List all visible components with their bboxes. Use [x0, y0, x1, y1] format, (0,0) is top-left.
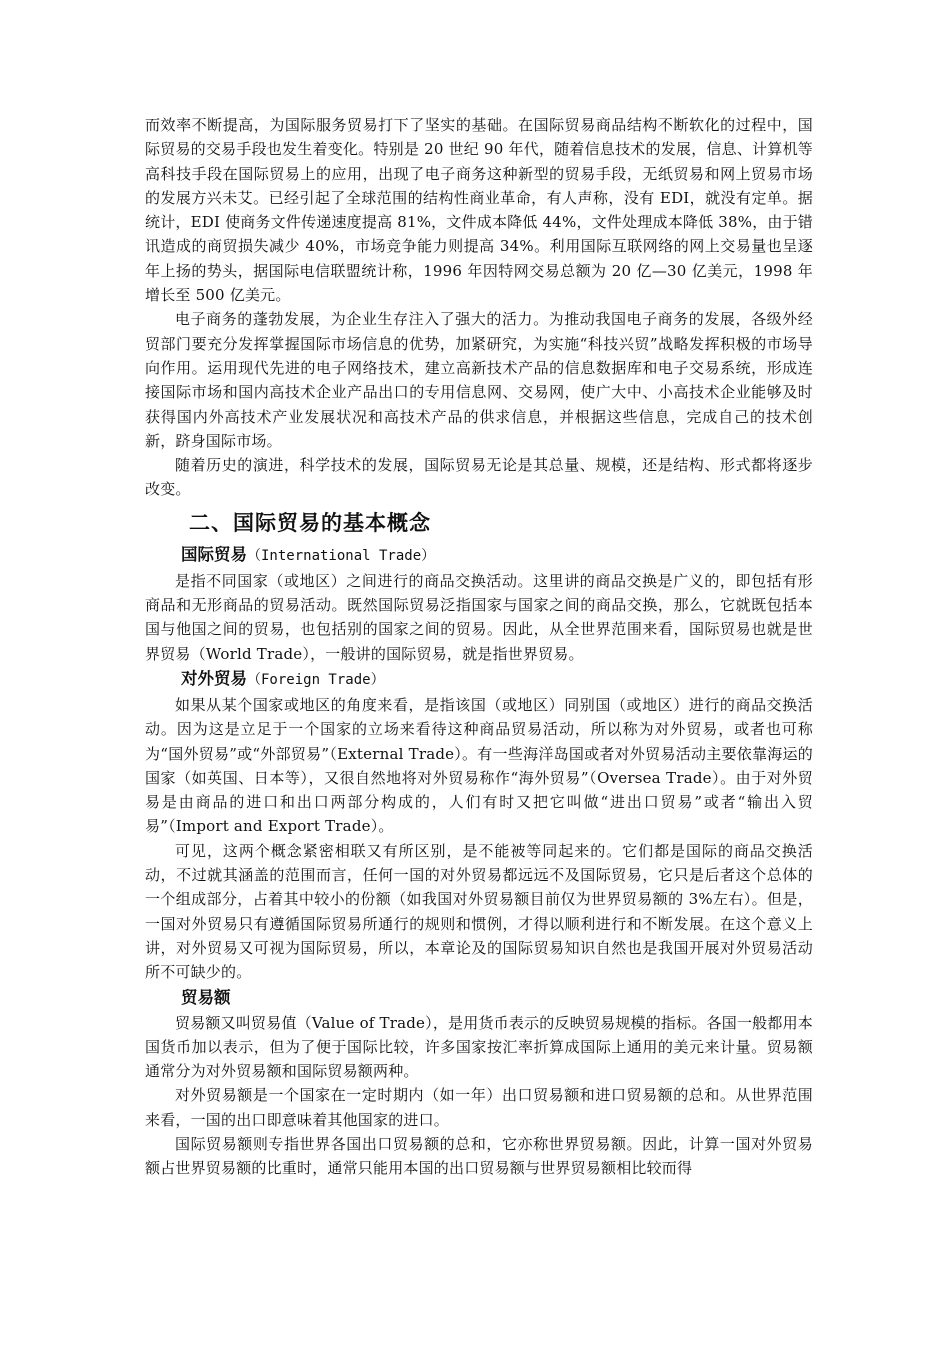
- term-heading-international-trade: [145, 542, 813, 569]
- term3-paragraph-2: 对外贸易额是一个国家在一定时期内（如一年）出口贸易额和进口贸易额的总和。从世界范围来看，一国的出口即意味着其他国家的进口。: [145, 1086, 813, 1129]
- term3-paragraph-3: 国际贸易额则专指世界各国出口贸易额的总和，它亦称世界贸易额。因此，计算一国对外贸易额占世界贸易额的比重时，通常只能用本国的出口贸易额与世界贸易额相比较而得: [145, 1134, 813, 1178]
- intro-paragraph-3: 随着历史的演进，科学技术的发展，国际贸易无论是其总量、规模，还是结构、形式都将逐步改变。: [145, 456, 813, 499]
- term-english: （Foreign Trade）: [247, 671, 385, 688]
- term3-paragraph-1: 贸易额又叫贸易值（Value of Trade），是用货币表示的反映贸易规模的指标。各国一般都用本国货币加以表示，但为了便于国际比较，许多国家按汇率折算成国际上通用的美元来计量。贸易额通常分为对外贸易额和国际贸易额两种。: [145, 1013, 813, 1081]
- term1-paragraph-1: 是指不同国家（或地区）之间进行的商品交换活动。这里讲的商品交换是广义的，即包括有形商品和无形商品的贸易活动。既然国际贸易泛指国家与国家之间的商品交换，那么，它就既包括本国与他国之间的贸易，也包括别的国家之间的贸易。因此，从全世界范围来看，国际贸易也就是世界贸易（World Trade），一般讲的国际贸易，就是指世界贸易。: [145, 571, 813, 663]
- intro-paragraph-2: 电子商务的蓬勃发展，为企业生存注入了强大的活力。为推动我国电子商务的发展，各级外经贸部门要充分发挥掌握国际市场信息的优势，加紧研究，为实施“科技兴贸”战略发挥积极的市场导向作用。运用现代先进的电子网络技术，建立高新技术产品的信息数据库和电子交易系统，形成连接国际市场和国内高技术企业产品出口的专用信息网、交易网，使广大中、小高技术企业能够及时获得国内外高技术产业发展状况和高技术产品的供求信息，并根据这些信息，完成自己的技术创新，跻身国际市场。: [145, 310, 813, 450]
- term-title: 对外贸易: [181, 668, 247, 688]
- term2-paragraph-1: 如果从某个国家或地区的角度来看，是指该国（或地区）同别国（或地区）进行的商品交换活动。因为这是立足于一个国家的立场来看待这种商品贸易活动，所以称为对外贸易，或者也可称为“国外贸易”或“外部贸易”（External Trade）。有一些海洋岛国或者对外贸易活动主要依靠海运的国家（如英国、日本等），又很自然地将对外贸易称作“海外贸易”（Oversea Trade）。由于对外贸易是由商品的进口和出口两部分构成的，人们有时又把它叫做“进出口贸易”或者“输出入贸易”（Import and Export Trade）。: [145, 695, 813, 836]
- intro-paragraph-1: 而效率不断提高，为国际服务贸易打下了坚实的基础。在国际贸易商品结构不断软化的过程中，国际贸易的交易手段也发生着变化。特别是 20 世纪 90 年代，随着信息技术的发展，信息、计算机等高科技手段在国际贸易上的应用，出现了电子商务这种新型的贸易手段，无纸贸易和网上贸易市场的发展方兴未艾。已经引起了全球范围的结构性商业革命，有人声称，没有 EDI，就没有定单。据统计，EDI 使商务文件传递速度提高 81%，文件成本降低 44%，文件处理成本降低 38%，由于错讯造成的商贸损失减少 40%，市场竞争能力则提高 34%。利用国际互联网络的网上交易量也呈逐年上扬的势头，据国际电信联盟统计称，1996 年因特网交易总额为 20 亿—30 亿美元，1998 年增长至 500 亿美元。: [145, 116, 813, 305]
- term-heading-foreign-trade: [145, 666, 813, 693]
- term-english: （International Trade）: [247, 547, 436, 564]
- term2-paragraph-2: 可见，这两个概念紧密相联又有所区别，是不能被等同起来的。它们都是国际的商品交换活动，不过就其涵盖的范围而言，任何一国的对外贸易都远远不及国际贸易，它只是后者这个总体的一个组成部分，占着其中较小的份额（如我国对外贸易额目前仅为世界贸易额的 3%左右）。但是，一国对外贸易只有遵循国际贸易所通行的规则和惯例，才得以顺利进行和不断发展。在这个意义上讲，对外贸易又可视为国际贸易，所以，本章论及的国际贸易知识自然也是我国开展对外贸易活动所不可缺少的。: [145, 841, 813, 982]
- term-title: 贸易额: [181, 987, 231, 1007]
- section-heading: 二、国际贸易的基本概念: [189, 510, 431, 535]
- document-page: [145, 113, 813, 1181]
- term-title: 国际贸易: [181, 544, 247, 564]
- term-heading-trade-value: [145, 985, 813, 1011]
